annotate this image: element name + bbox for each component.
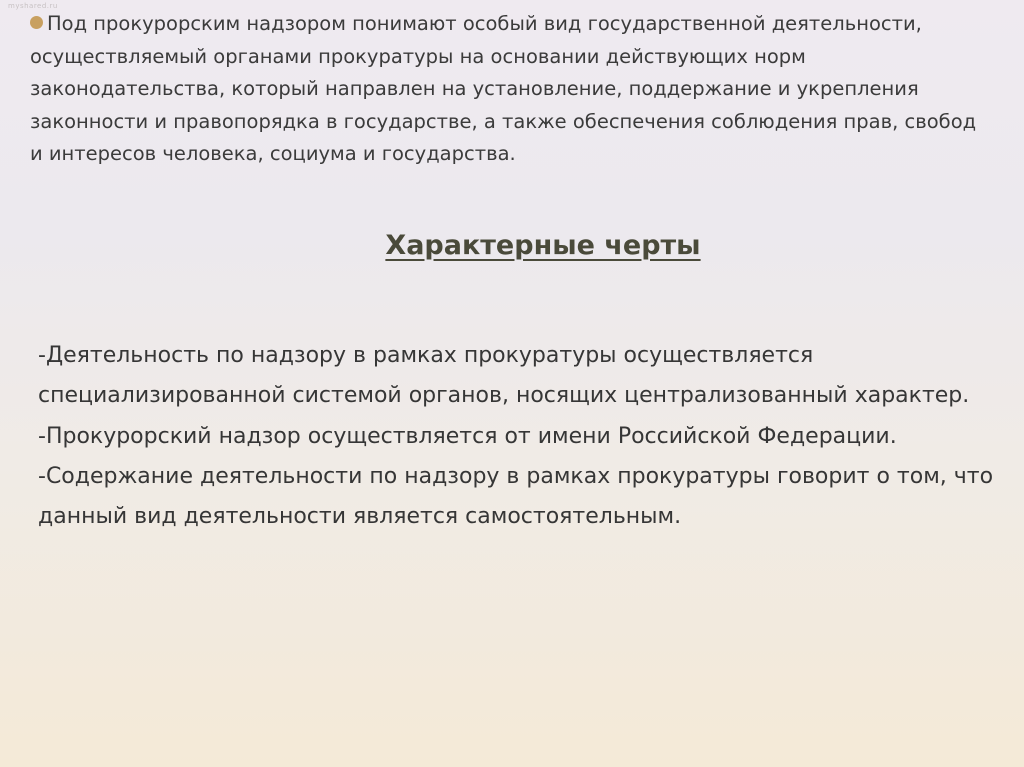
features-list xyxy=(38,336,1008,537)
feature-item: -Прокурорский надзор осуществляется от имени Российской Федерации. xyxy=(38,423,897,449)
intro-text: Под прокурорским надзором понимают особый вид государственной деятельности, осуществляемый органами прокуратуры на основании действующих норм законодательства, который направлен на установление, поддержание и укрепления законности и правопорядка в государстве, а также обеспечения соблюдения прав, свобод и интересов человека, социума и государства. xyxy=(30,12,977,165)
section-heading xyxy=(0,228,1024,264)
watermark: myshared.ru xyxy=(8,2,58,10)
feature-item: -Деятельность по надзору в рамках прокуратуры осуществляется специализированной системой органов, носящих централизованный характер. xyxy=(38,343,970,409)
subtitle-text: Характерные черты xyxy=(385,230,701,261)
intro-paragraph xyxy=(30,8,980,171)
feature-item: -Содержание деятельности по надзору в рамках прокуратуры говорит о том, что данный вид деятельности является самостоятельным. xyxy=(38,463,994,530)
bullet-dot-icon xyxy=(30,16,43,29)
